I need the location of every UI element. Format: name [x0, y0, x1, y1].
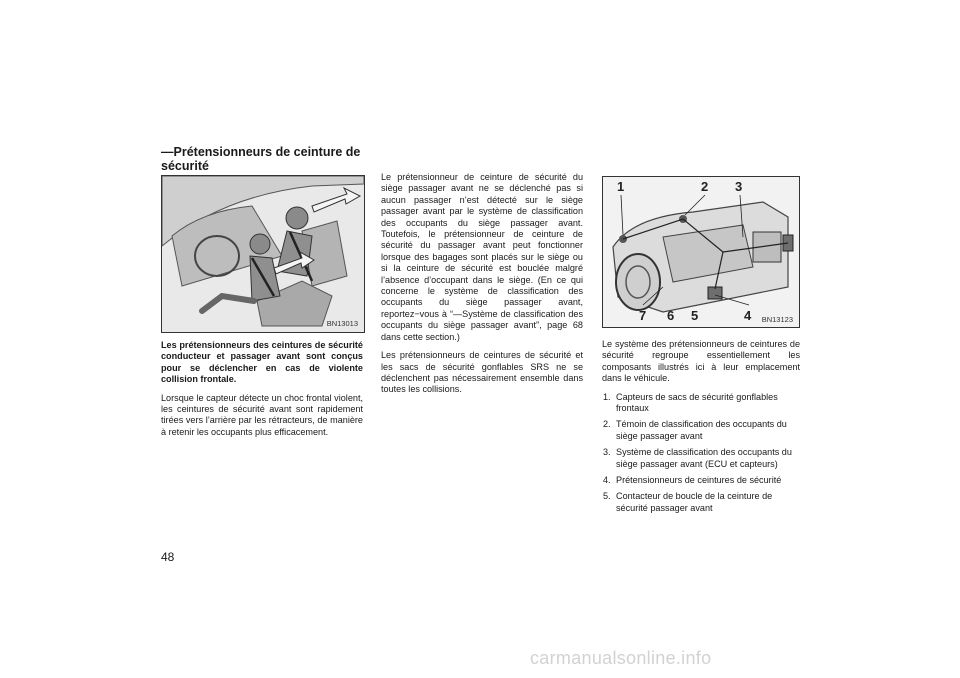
- paragraph: Les prétensionneurs de ceintures de sécurité et les sacs de sécurité gonflables SRS ne se déclenchent pas nécessairement ensemble dans toutes les collisions.: [381, 350, 583, 395]
- figure-caption: Les prétensionneurs des ceintures de sécurité conducteur et passager avant sont conçus pour se déclencher en cas de violente collision frontale.: [161, 340, 363, 385]
- vehicle-cutaway-drawing: [603, 177, 799, 327]
- paragraph: Le système des prétensionneurs de ceintures de sécurité regroupe essentiellement les composants illustrés ici à leur emplacement dans le véhicule.: [602, 339, 800, 384]
- component-list: [602, 392, 800, 515]
- callout-number: 5: [691, 308, 699, 323]
- right-column: [602, 339, 800, 519]
- pretensioner-illustration: [161, 175, 365, 333]
- page-number: 48: [161, 550, 175, 564]
- callout-number: 2: [701, 179, 709, 194]
- figure-code: BN13013: [326, 319, 358, 328]
- callout-number: 1: [617, 179, 625, 194]
- watermark: carmanualsonline.info: [530, 648, 712, 668]
- list-item: 3. Système de classification des occupants du siège passager avant (ECU et capteurs): [603, 447, 792, 469]
- list-item: 1. Capteurs de sacs de sécurité gonflables frontaux: [603, 391, 778, 414]
- components-location-illustration: [602, 176, 800, 328]
- callout-number: 6: [667, 308, 675, 323]
- list-item: 5. Contacteur de boucle de la ceinture de sécurité passager avant: [603, 491, 773, 513]
- car-interior-drawing: [162, 176, 364, 332]
- callout-number: 4: [744, 308, 752, 323]
- section-heading: —Prétensionneurs de ceinture de sécurité: [161, 145, 361, 173]
- figure-code: BN13123: [761, 315, 793, 324]
- paragraph: Le prétensionneur de ceinture de sécurité du siège passager avant ne se déclenché pas si aucun passager n’est détecté sur le siège passager avant par le système de classification des occupants du siège passager avant. Toutefois, le prétensionneur de ceinture de sécurité du passager avant peut fonctionner lorsque des bagages sont placés sur le siège ou si la ceinture de sécurité est bouclée malgré l’absence d’occupant dans le siège. (En ce qui concerne le système de classification des occupants du siège passager avant, reportez−vous à “—Système de classification des occupants du siège passager avant”, page 68 dans cette section.): [381, 172, 583, 342]
- paragraph: Lorsque le capteur détecte un choc frontal violent, les ceintures de sécurité avant sont rapidement tirées vers l’arrière par les rétracteurs, de manière à retenir les occupants plus efficacement.: [161, 392, 363, 437]
- middle-column: [381, 172, 583, 403]
- list-item: 4. Prétensionneurs de ceintures de sécurité: [603, 475, 782, 486]
- left-column: [161, 340, 363, 445]
- callout-number: 3: [735, 179, 743, 194]
- callout-number: 7: [639, 308, 647, 323]
- list-item: 2. Témoin de classification des occupants du siège passager avant: [603, 419, 787, 441]
